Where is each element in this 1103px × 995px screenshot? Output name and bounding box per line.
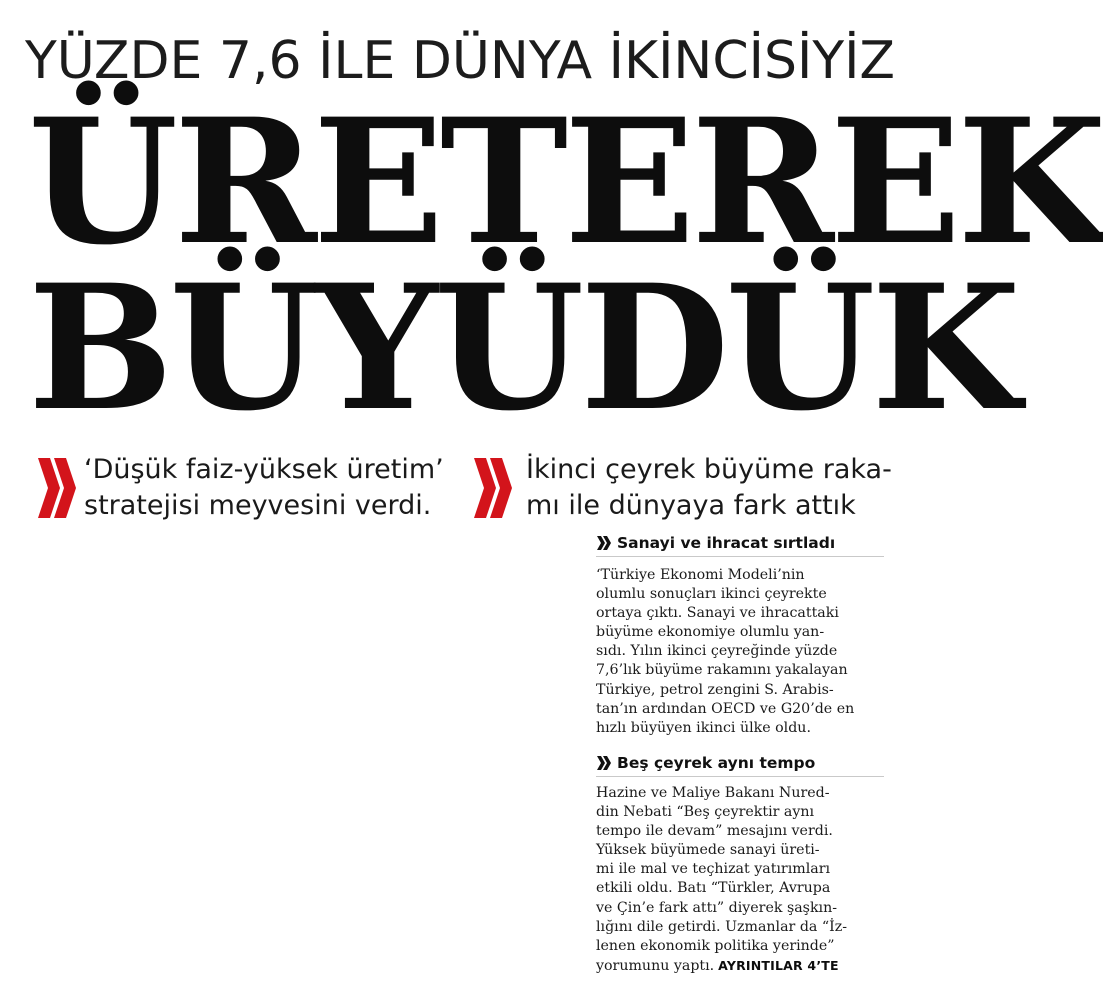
body-line: din Nebati “Beş çeyrektir aynı: [596, 804, 815, 821]
body-line: olumlu sonuçları ikinci çeyrekte: [596, 586, 827, 603]
body-line: 7,6’lık büyüme rakamını yakalayan: [596, 662, 848, 679]
red-double-chevron-icon: [36, 456, 78, 520]
kicker-headline: YÜZDE 7,6 İLE DÜNYA İKİNCİSİYİZ: [24, 31, 896, 91]
body-line: tan’ın ardından OECD ve G20’de en: [596, 700, 855, 717]
bullet-line: ‘Düşük faiz-yüksek üretim’: [84, 454, 444, 485]
bullet-line: mı ile dünyaya fark attık: [526, 490, 856, 521]
body-line: etkili oldu. Batı “Türkler, Avrupa: [596, 880, 831, 897]
black-double-chevron-icon: [596, 535, 612, 551]
section-heading-1: [596, 532, 884, 557]
body-line: tempo ile devam” mesajını verdi.: [596, 823, 833, 840]
section-title: Sanayi ve ihracat sırtladı: [617, 534, 836, 552]
body-line: hızlı büyüyen ikinci ülke oldu.: [596, 719, 811, 736]
bullet-line: İkinci çeyrek büyüme raka-: [526, 454, 892, 485]
body-line: Yüksek büyümede sanayi üreti-: [596, 842, 820, 859]
red-double-chevron-icon: [472, 456, 514, 520]
body-line: büyüme ekonomiye olumlu yan-: [596, 624, 825, 641]
main-headline-line-1: ÜRETEREK: [28, 80, 1103, 283]
bullet-line: stratejisi meyvesini verdi.: [84, 490, 432, 521]
body-line: lenen ekonomik politika yerinde”: [596, 937, 835, 954]
section-heading-2: [596, 752, 884, 777]
bullet-text: [84, 452, 444, 524]
body-line-text: yorumunu yaptı.: [596, 957, 715, 974]
body-line: [596, 956, 884, 976]
body-line: ve Çin’e fark attı” diyerek şaşkın-: [596, 899, 838, 916]
body-line: Türkiye, petrol zengini S. Arabis-: [596, 681, 834, 698]
details-reference: AYRINTILAR 4’TE: [718, 957, 839, 973]
body-line: sıdı. Yılın ikinci çeyreğinde yüzde: [596, 643, 838, 660]
body-line: lığını dile getirdi. Uzmanlar da “İz-: [596, 918, 848, 935]
body-line: ortaya çıktı. Sanayi ve ihracattaki: [596, 605, 839, 622]
body-line: ‘Türkiye Ekonomi Modeli’nin: [596, 567, 805, 583]
section-body-2: [596, 784, 884, 976]
section-title: Beş çeyrek aynı tempo: [617, 754, 816, 772]
main-headline-line-2: BÜYÜDÜK: [28, 246, 1017, 449]
body-line: Hazine ve Maliye Bakanı Nured-: [596, 785, 830, 801]
section-body-1: [596, 566, 884, 738]
black-double-chevron-icon: [596, 755, 612, 771]
body-line: mi ile mal ve teçhizat yatırımları: [596, 861, 831, 878]
bullet-text: [526, 452, 892, 524]
